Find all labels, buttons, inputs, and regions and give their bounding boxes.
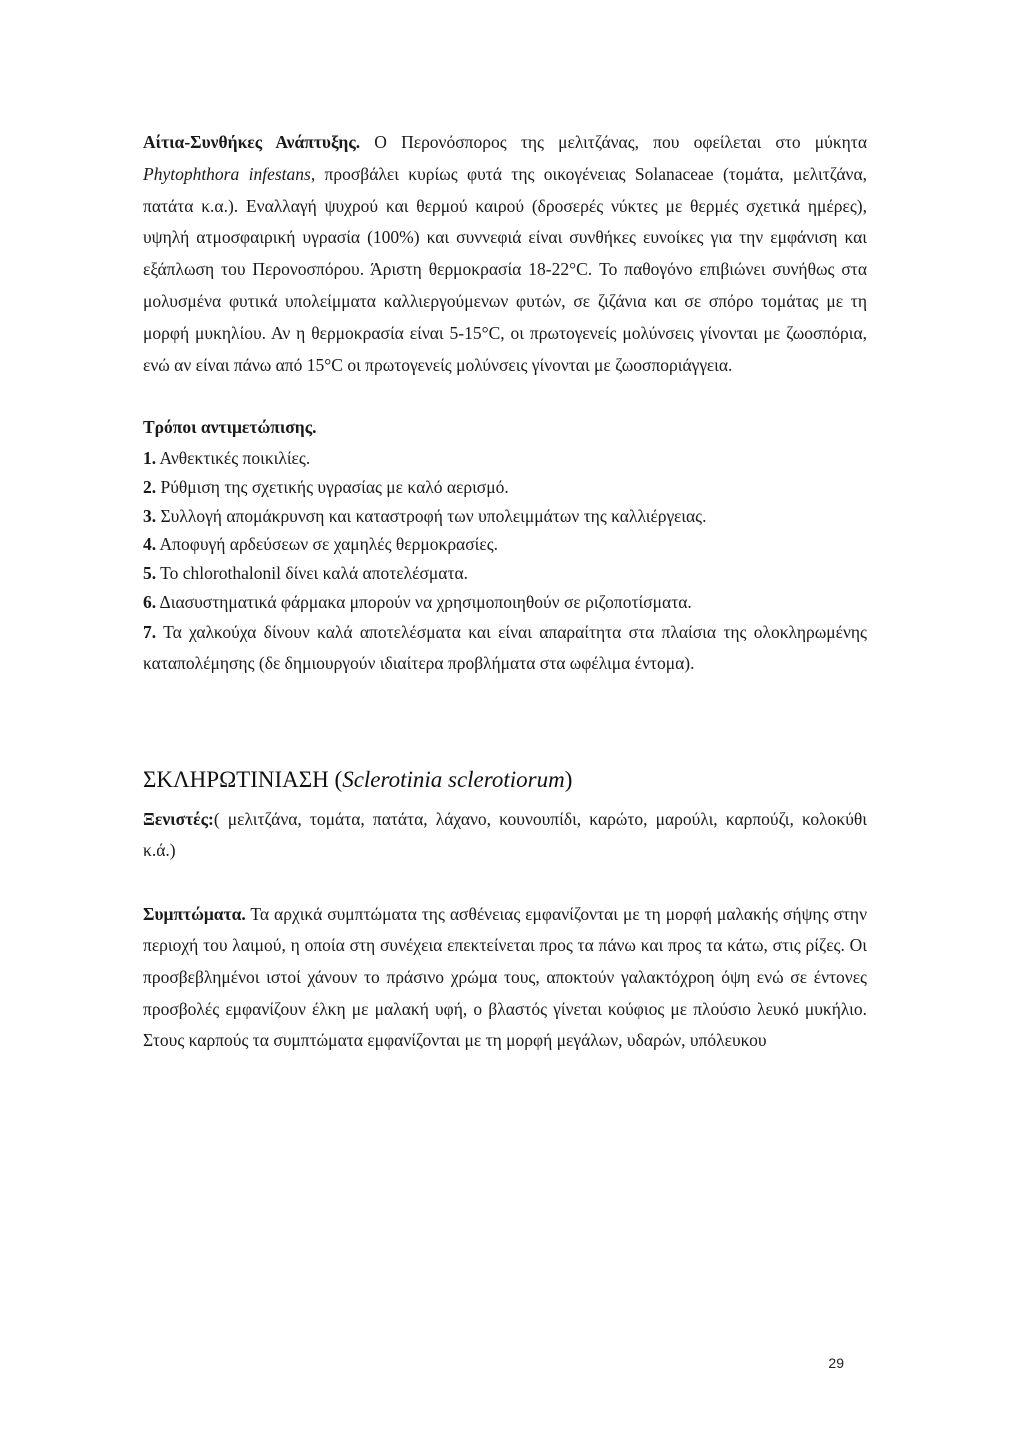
treatment-item-5 xyxy=(143,559,867,588)
treatment-heading: Τρόποι αντιμετώπισης. xyxy=(143,417,317,438)
item-number: 6. xyxy=(143,591,157,612)
section-paren-close: ) xyxy=(564,766,573,792)
treatment-item-7 xyxy=(143,617,867,680)
item-text: Το chlorothalonil δίνει καλά αποτελέσματα. xyxy=(156,563,469,584)
treatment-item-2 xyxy=(143,473,867,502)
item-text: Ρύθμιση της σχετικής υγρασίας με καλό αερισμό. xyxy=(156,477,509,498)
item-text: Αποφυγή αρδεύσεων σε χαμηλές θερμοκρασίες. xyxy=(156,534,499,555)
section-scientific-name: Sclerotinia sclerotiorum xyxy=(342,766,565,792)
symptoms-paragraph xyxy=(143,899,867,1057)
causes-label: Αίτια-Συνθήκες Ανάπτυξης. xyxy=(143,132,361,152)
hosts-text: ( μελιτζάνα, τομάτα, πατάτα, λάχανο, κουνουπίδι, καρώτο, μαρούλι, καρπούζι, κολοκύθι κ.ά.) xyxy=(143,808,867,861)
symptoms-text: Τα αρχικά συμπτώματα της ασθένειας εμφανίζονται με τη μορφή μαλακής σήψης στην περιοχή του λαιμού, η οποία στη συνέχεια επεκτείνεται προς τα πάνω και προς τα κάτω, στις ρίζες. Οι προσβεβλημένοι ιστοί χάνουν το πράσινο χρώμα τους, αποκτούν γαλακτόχροη όψη ενώ σε έντονες προσβολές εμφανίζουν έλκη με μαλακή υφή, ο βλαστός γίνεται κούφιος με πλούσιο λευκό μυκήλιο. Στους καρπούς τα συμπτώματα εμφανίζονται με τη μορφή μεγάλων, υδαρών, υπόλευκου xyxy=(143,903,867,1051)
item-text: Τα χαλκούχα δίνουν καλά αποτελέσματα και είναι απαραίτητα στα πλαίσια της ολοκληρωμένης καταπολέμησης (δε δημιουργούν ιδιαίτερα προβλήματα στα ωφέλιμα έντομα). xyxy=(143,621,867,674)
hosts-label: Ξενιστές: xyxy=(143,808,214,829)
treatment-item-1 xyxy=(143,444,867,473)
item-text: Συλλογή απομάκρυνση και καταστροφή των υπολειμμάτων της καλλιέργειας. xyxy=(156,505,707,526)
section-paren-open: ( xyxy=(328,766,343,792)
treatment-item-3 xyxy=(143,502,867,531)
causes-text-2: , προσβάλει κυρίως φυτά της οικογένειας Solanaceae (τομάτα, μελιτζάνα, πατάτα κ.α.). Εναλλαγή ψυχρού και θερμού καιρού (δροσερές νύκτες με θερμές σχετικά ημέρες), υψηλή ατμοσφαιρική υγρασία (100%) και συννεφιά είναι συνθήκες ευνοίκες για την εμφάνιση και εξάπλωση του Περονοσπόρου. Άριστη θερμοκρασία 18-22°C. Το παθογόνο επιβιώνει συνήθως στα μολυσμένα φυτικά υπολείμματα καλλιεργούμενων φυτών, σε ζιζάνια και σε σπόρο τομάτας με τη μορφή μυκηλίου. Αν η θερμοκρασία είναι 5-15°C, οι πρωτογενείς μολύνσεις γίνονται με ζωοσπόρια, ενώ αν είναι πάνω από 15°C οι πρωτογενείς μολύνσεις γίνονται με ζωοσποριάγγεια. xyxy=(143,163,868,375)
page-number: 29 xyxy=(828,1355,844,1371)
item-text: Ανθεκτικές ποικιλίες. xyxy=(156,448,311,469)
section-title xyxy=(143,766,867,794)
causes-text-1: Ο Περονόσπορος της μελιτζάνας, που οφείλεται στο μύκητα xyxy=(360,132,868,152)
item-number: 4. xyxy=(143,534,157,555)
item-number: 1. xyxy=(143,448,157,469)
item-number: 2. xyxy=(143,477,157,498)
item-text: Διασυστηματικά φάρμακα μπορούν να χρησιμοποιηθούν σε ριζοποτίσματα. xyxy=(156,591,692,612)
treatment-item-4 xyxy=(143,530,867,559)
item-number: 7. xyxy=(143,621,157,642)
hosts-paragraph xyxy=(143,804,867,867)
species-name: Phytophthora infestans xyxy=(143,163,311,184)
treatment-item-6 xyxy=(143,588,867,617)
item-number: 5. xyxy=(143,563,157,584)
treatment-list xyxy=(143,444,867,679)
page-content xyxy=(143,127,867,1057)
causes-paragraph xyxy=(143,127,867,381)
item-number: 3. xyxy=(143,505,157,526)
section-title-text: ΣΚΛΗΡΩΤΙΝΙΑΣΗ xyxy=(143,766,329,792)
symptoms-label: Συμπτώματα. xyxy=(143,903,246,924)
